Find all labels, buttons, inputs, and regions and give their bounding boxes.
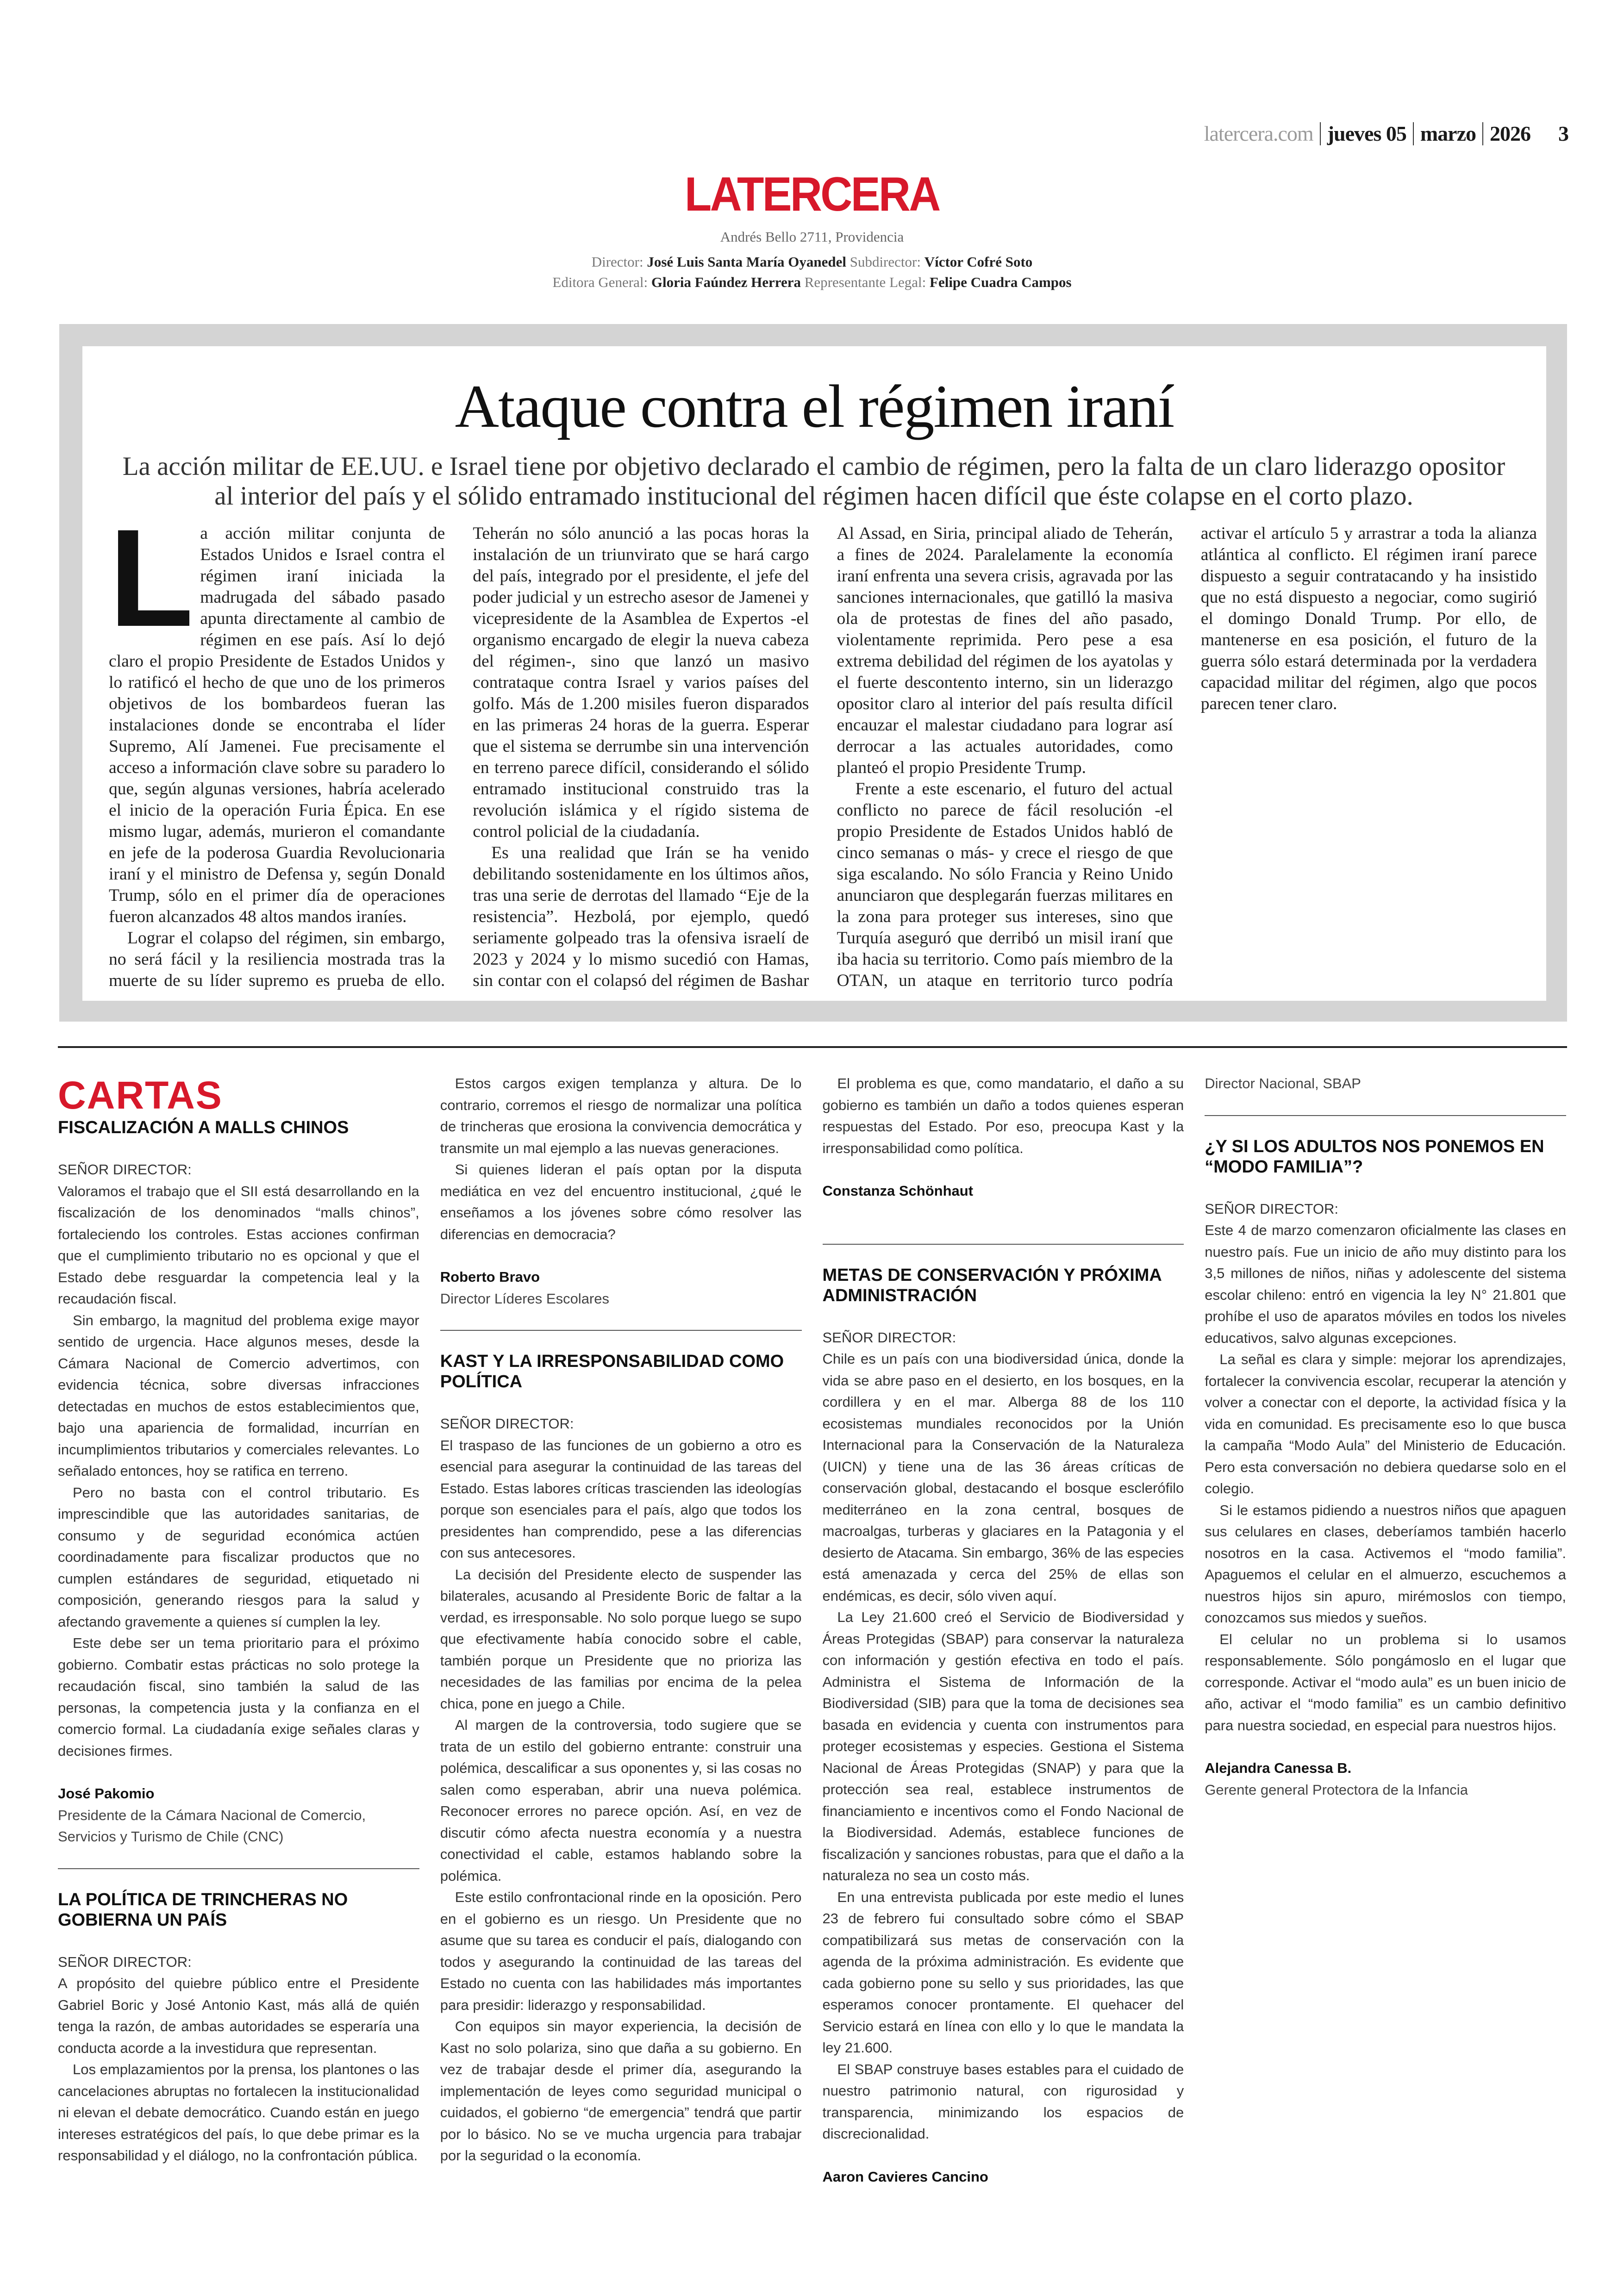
letter-paragraph: Este 4 de marzo comenzaron oficialmente las clases en nuestro país. Fue un inicio de año muy distinto para los 3,5 millones de niños, niñas y adolescente del sistema escolar chileno: entró en vigencia la ley N° 21.801 que prohíbe el uso de aparatos móviles en todos los niveles educativos, salvo algunas excepciones. (1205, 1222, 1566, 1346)
letter-paragraph: El SBAP construye bases estables para el cuidado de nuestro patrimonio natural, con rigurosidad y transparencia, minimizando los espacios de discrecionalidad. (822, 2061, 1184, 2142)
folio-separator (1413, 122, 1414, 145)
site-url: latercera.com (1204, 122, 1313, 145)
credit-label: Director: (591, 254, 643, 270)
letter (1205, 1136, 1566, 1801)
paragraph-text: a acción militar conjunta de Estados Unidos e Israel contra el régimen iraní iniciada la madrugada del sábado pasado apunta directamente al cambio de régimen en ese país. Así lo dejó claro el propio Presidente de Estados Unidos y lo ratificó el hecho de que uno de los primeros objetivos de los bombardeos fueran las instalaciones donde se encontraba el líder Supremo, Alí Jamenei. Fue precisamente el acceso a información clave sobre su paradero lo que, según algunas versiones, habría acelerado el inicio de la operación Furia Épica. En ese mismo lugar, además, murieron el comandante en jefe de la poderosa Guardia Revolucionaria iraní y el ministro de Defensa y, según Donald Trump, sólo en el primer día de operaciones fueron alcanzados 48 altos mandos iraníes. (109, 524, 445, 926)
salutation: SEÑOR DIRECTOR: (58, 1161, 192, 1178)
letter-author: José Pakomio (58, 1785, 155, 1802)
letter-divider (823, 1244, 1184, 1245)
letter-author-role: Director Nacional, SBAP (1205, 1075, 1361, 1091)
credit-label: Editora General: (552, 274, 648, 290)
letter-paragraph: La decisión del Presidente electo de suspender las bilaterales, acusando al Presidente Boric de faltar a la verdad, es irresponsable. No solo porque luego se supo que efectivamente había conocido sobre el cable, también porque un Presidente que no prioriza las necesidades de las familias por encima de la pelea chica, pone en juego a Chile. (440, 1566, 802, 1712)
staff-credits (0, 252, 1624, 293)
newspaper-logo: LATERCERA (685, 168, 939, 221)
letter-paragraph: Chile es un país con una biodiversidad única, donde la vida se abre paso en el desierto, en los bosques, en la cordillera y en el mar. Alberga 88 de los 110 ecosistemas mundiales reconocidos por la Unión Internacional para la Conservación de la Naturaleza (UICN) y tiene una de las 36 áreas críticas de conservación global, destacando el bosque esclerófilo mediterráneo en la zona central, bosques de macroalgas, turberas y glaciares en la Patagonia y el desierto de Atacama. Sin embargo, 36% de las especies está amenazada y cerca del 25% de ellas son endémicas, es decir, sólo viven aquí. (822, 1351, 1184, 1604)
address: Andrés Bello 2711, Providencia (720, 229, 904, 245)
letter-title: KAST Y LA IRRESPONSABILIDAD COMO POLÍTICA (440, 1352, 784, 1391)
letter-paragraph: Si quienes lideran el país optan por la disputa mediática en vez del encuentro institucional, ¿qué le enseñamos a los jóvenes sobre cómo resolver las diferencias en democracia? (440, 1161, 802, 1242)
salutation: SEÑOR DIRECTOR: (440, 1416, 574, 1432)
credit-name: Felipe Cuadra Campos (930, 274, 1072, 290)
letter-title: LA POLÍTICA DE TRINCHERAS NO GOBIERNA UN PAÍS (58, 1890, 348, 1930)
letter-author: Alejandra Canessa B. (1205, 1760, 1352, 1776)
folio-year: 2026 (1490, 122, 1530, 145)
letter-author-role: Presidente de la Cámara Nacional de Comercio, Servicios y Turismo de Chile (CNC) (58, 1807, 366, 1845)
letter-paragraph: En una entrevista publicada por este medio el lunes 23 de febrero fui consultado sobre cómo el SBAP compatibilizará sus metas de conservación con la agenda de la próxima administración. Es evidente que cada gobierno pone su sello y sus prioridades, las que esperamos conocer prontamente. El quehacer del Servicio estará en línea con ello y lo que le mandata la ley 21.600. (822, 1889, 1184, 2056)
masthead (0, 168, 1624, 293)
salutation: SEÑOR DIRECTOR: (58, 1953, 192, 1970)
letter-paragraph: Al margen de la controversia, todo sugiere que se trata de un estilo del gobierno entrante: construir una polémica, descalificar a sus oponentes y, si las cosas no salen como esperaban, abrir una nueva polémica. Reconocer errores no parece opción. Así, en vez de discutir cómo afecta nuestra economía y a nuestra conectividad el cable, estamos hablando sobre la polémica. (440, 1717, 802, 1884)
section-heading: CARTAS (58, 1073, 223, 1117)
editorial-inner (82, 346, 1546, 1001)
letter-paragraph: Sin embargo, la magnitud del problema exige mayor sentido de urgencia. Hace algunos meses, desde la Cámara Nacional de Comercio advertimos, con evidencia técnica, sobre diversas infracciones detectadas en muchos de estos establecimientos que, bajo una apariencia de formalidad, incurrían en incumplimientos tributarios y comerciales relevantes. Lo señalado entonces, hoy se ratifica en terreno. (58, 1312, 419, 1479)
letter (58, 1117, 419, 1848)
letters-section (58, 1073, 1566, 2202)
letter-paragraph: Estos cargos exigen templanza y altura. De lo contrario, corremos el riesgo de normalizar una política de trincheras que erosiona la convivencia democrática y transmite un mal ejemplo a las nuevas generaciones. (440, 1075, 802, 1156)
credit-name: Gloria Faúndez Herrera (651, 274, 801, 290)
letter-title: METAS DE CONSERVACIÓN Y PRÓXIMA ADMINISTRACIÓN (822, 1265, 1162, 1305)
editorial-paragraph (109, 500, 445, 928)
letter-paragraph: Este estilo confrontacional rinde en la oposición. Pero en el gobierno es un riesgo. Un Presidente que no asume que su tarea es conducir el país, dialogando con todos y asegurando la continuidad de las tareas del Estado no cuenta con las habilidades más importantes para presidir: liderazgo y responsabilidad. (440, 1889, 802, 2013)
letter-paragraph: Si le estamos pidiendo a nuestros niños que apaguen sus celulares en clases, deberíamos también hacerlo nosotros en la casa. Activemos el “modo familia”. Apaguemos el celular en el almuerzo, escuchemos a nuestros hijos sin apuro, mirémoslos con tiempo, conozcamos sus miedos y sueños. (1205, 1502, 1566, 1626)
letter-paragraph: Valoramos el trabajo que el SII está desarrollando en la fiscalización de los denominados “malls chinos”, fortaleciendo los controles. Estas acciones confirman que el cumplimiento tributario no es opcional y que el Estado debe resguardar la competencia leal y la recaudación fiscal. (58, 1183, 419, 1307)
editorial-body (109, 500, 1537, 995)
letter-author-role: Director Líderes Escolares (440, 1290, 609, 1307)
folio-separator (1482, 122, 1483, 145)
letter-author: Aaron Cavieres Cancino (822, 2168, 988, 2185)
credit-label: Subdirector: (849, 254, 921, 270)
editorial-paragraph: Es una realidad que Irán se ha venido debilitando sostenidamente en los últimos años, tras una serie de derrotas del llamado “Eje de la resistencia”. Hezbolá, por ejemplo, quedó seriamente golpeado tras la ofensiva israelí de 2023 y 2024 y lo mismo sucedió con Hamas, sin contar con el colapsó del régimen de Bashar Al Assad, en Siria, principal aliado de Teherán, a fines de 2024. Paralelamente la economía iraní enfrenta una severa crisis, agravada por las sanciones internacionales, que gatilló la masiva ola de protestas de fines del año pasado, violentamente reprimida. Pero pese a esa extrema debilidad del régimen de los ayatolas y el fuerte descontento interno, sin un liderazgo opositor claro al interior del país resulta difícil encauzar el malestar ciudadano para lograr así derrocar a las actuales autoridades, como planteó el propio Presidente Trump. (473, 524, 1173, 990)
letter-title: ¿Y SI LOS ADULTOS NOS PONEMOS EN “MODO FAMILIA”? (1205, 1136, 1544, 1177)
folio-separator (1320, 122, 1321, 145)
salutation: SEÑOR DIRECTOR: (1205, 1200, 1339, 1217)
credit-label: Representante Legal: (804, 274, 926, 290)
letter-author: Roberto Bravo (440, 1269, 540, 1285)
editorial-box (59, 324, 1567, 1022)
letter-divider (440, 1330, 802, 1331)
letter-paragraph: Este debe ser un tema prioritario para el próximo gobierno. Combatir estas prácticas no solo protege la recaudación fiscal, sino también la salud de las personas, la competencia justa y la confianza en el comercio formal. La ciudadanía exige señales claras y decisiones firmes. (58, 1635, 419, 1759)
editorial-deck: La acción militar de EE.UU. e Israel tiene por objetivo declarado el cambio de régimen, pero la falta de un claro liderazgo opositor al interior del país y el sólido entramado institucional del régimen hacen difícil que éste colapse en el corto plazo. (122, 452, 1505, 511)
credit-name: Víctor Cofré Soto (924, 254, 1033, 270)
letter-paragraph: A propósito del quiebre público entre el Presidente Gabriel Boric y José Antonio Kast, más allá de quién tenga la razón, de ambas autoridades se esperaría una conducta acorde a la investidura que representan. (58, 1975, 419, 2056)
letter-paragraph: El traspaso de las funciones de un gobierno a otro es esencial para asegurar la continuidad de las tareas del Estado. Estas labores críticas trascienden las ideologías porque son esenciales para el país, algo que todos los presidentes han comprendido, pese a las diferencias con sus antecesores. (440, 1437, 802, 1561)
letter-paragraph: Pero no basta con el control tributario. Es imprescindible que las autoridades sanitarias, de consumo y de seguridad económica actúen coordinadamente para fiscalizar productos que no cumplen estándares de seguridad, etiquetado ni composición, generando riesgos para la salud y afectando gravemente a quienes sí cumplen la ley. (58, 1484, 419, 1630)
page-folio (1204, 121, 1568, 146)
letter-paragraph: El problema es que, como mandatario, el daño a su gobierno es también un daño a todos quienes esperan respuestas del Estado. Por eso, preocupa Kast y la irresponsabilidad como política. (822, 1075, 1184, 1156)
letter-paragraph: La Ley 21.600 creó el Servicio de Biodiversidad y Áreas Protegidas (SBAP) para conservar la naturaleza con información y gestión efectiva en todo el país. Administra el Sistema de Información de la Biodiversidad (SIB) para que la toma de decisiones sea basada en evidencia y cuenta con instrumentos para proteger ecosistemas y especies. Gestiona el Sistema Nacional de Áreas Protegidas (SNAP) y para que la protección sea real, establece instrumentos de financiamiento e incentivos como el Fondo Nacional de la Biodiversidad. Además, establece funciones de fiscalización y sanciones robustas, para que el daño a la naturaleza no sea un costo más. (822, 1609, 1184, 1883)
letter-paragraph: La señal es clara y simple: mejorar los aprendizajes, fortalecer la convivencia escolar, recuperar la atención y volver a conectar con el deporte, la actividad física y la vida en comunidad. Es precisamente eso lo que busca la campaña “Modo Aula” del Ministerio de Educación. Pero esta conversación no debiera quedarse solo en el colegio. (1205, 1351, 1566, 1497)
editorial-paragraph: Lograr el colapso del régimen, sin embargo, no será fácil y la resiliencia mostrada tras la muerte de su líder supremo es prueba de ello. Teherán no sólo anunció a las pocas horas la instalación de un triunvirato que se hará cargo del país, integrado por el presidente, el jefe del poder judicial y un estrecho asesor de Jamenei y vicepresidente de la Asamblea de Expertos -el organismo encargado de elegir la nueva cabeza del régimen-, sino que lanzó un masivo contrataque contra Israel y varios países del golfo. Más de 1.200 misiles fueron disparados en las primeras 24 horas de la guerra. Esperar que el sistema se derrumbe sin una intervención en terreno parece difícil, considerando el sólido entramado institucional construido tras la revolución islámica y el rígido sistema de control policial de la ciudadanía. (109, 524, 809, 990)
drop-cap: L (109, 500, 194, 655)
folio-month: marzo (1420, 122, 1476, 145)
letter-author-role: Gerente general Protectora de la Infancia (1205, 1781, 1468, 1798)
letter-divider (1205, 1115, 1566, 1116)
letter-divider (58, 1868, 419, 1869)
editorial-paragraph: Frente a este escenario, el futuro del actual conflicto no parece de fácil resolución -el propio Presidente de Estados Unidos habló de cinco semanas o más- y crece el riesgo de que siga escalando. No sólo Francia y Reino Unido anunciaron que desplegarán fuerzas militares en la zona para proteger sus intereses, sino que Turquía aseguró que derribó un misil iraní que iba hacia su territorio. Como país miembro de la OTAN, un ataque en territorio turco podría activar el artículo 5 y arrastrar a toda la alianza atlántica al conflicto. El régimen iraní parece dispuesto a seguir contratacando y ha insistido que no está dispuesto a negociar, como sugirió el domingo Donald Trump. Por ello, de mantenerse en esa posición, el futuro de la guerra sólo estará determinada por la verdadera capacidad militar del régimen, algo que pocos parecen tener claro. (837, 524, 1537, 990)
letter-author: Constanza Schönhaut (822, 1183, 974, 1199)
letter-paragraph: El celular no un problema si lo usamos responsablemente. Sólo pongámoslo en el lugar que corresponde. Activar el “modo aula” es un buen inicio de año, activar el “modo familia” es un cambio definitivo para nuestra sociedad, en especial para nuestros hijos. (1205, 1631, 1566, 1734)
page-number: 3 (1558, 122, 1568, 145)
editorial-title: Ataque contra el régimen iraní (455, 372, 1174, 440)
letter-title: FISCALIZACIÓN A MALLS CHINOS (58, 1118, 349, 1137)
letter-paragraph: Con equipos sin mayor experiencia, la decisión de Kast no solo polariza, sino que daña a su gobierno. En vez de trabajar desde el primer día, asegurando la implementación de leyes como seguridad municipal o cuidados, el gobierno “de emergencia” tendrá que partir por lo básico. No se ve mucha urgencia para trabajar por la seguridad o la economía. (440, 2018, 802, 2164)
folio-day: jueves 05 (1327, 122, 1406, 145)
section-rule (58, 1046, 1567, 1048)
salutation: SEÑOR DIRECTOR: (822, 1329, 956, 1346)
credit-name: José Luis Santa María Oyanedel (647, 254, 846, 270)
letter-paragraph: Los emplazamientos por la prensa, los plantones o las cancelaciones abruptas no fortalecen la institucionalidad ni elevan el debate democrático. Cuando están en juego intereses estratégicos del país, lo que debe primar es la responsabilidad y el diálogo, no la confrontación pública. (58, 2061, 419, 2164)
